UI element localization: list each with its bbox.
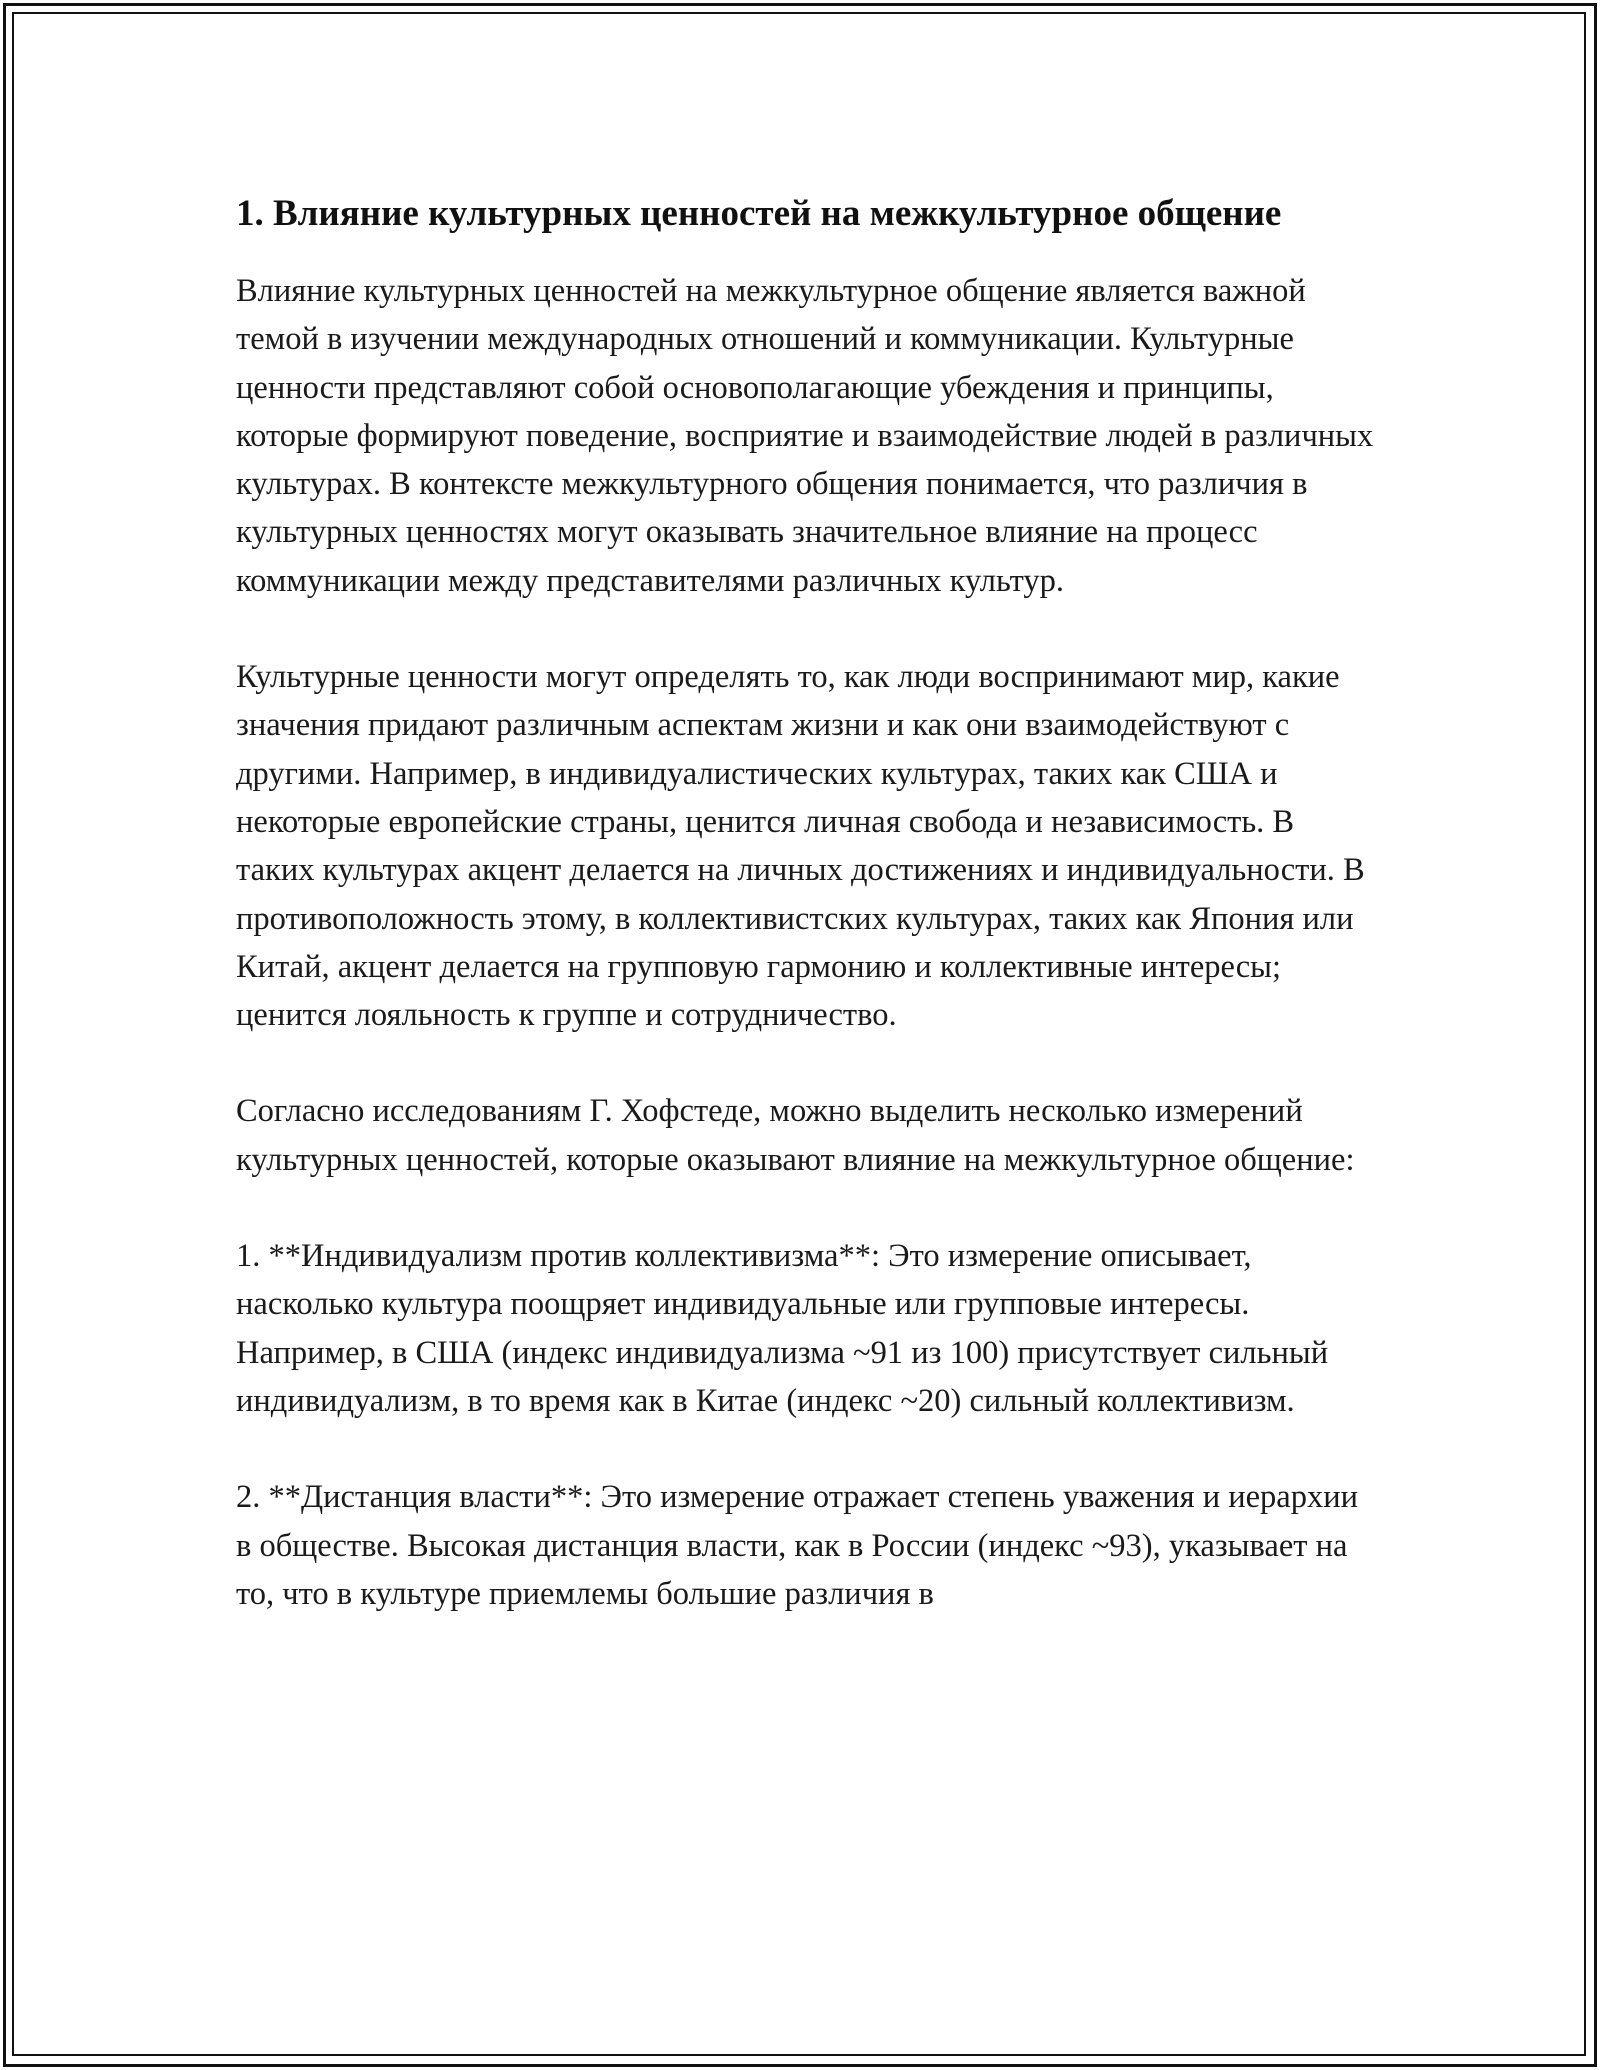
paragraph-intro: Влияние культурных ценностей на межкультурное общение является важной темой в изучении международных отношений и коммуникации. Культурные ценности представляют собой основополагающие убеждения и принципы, которые формируют поведение, восприятие и взаимодействие людей в различных культурах. В контексте межкультурного общения понимается, что различия в культурных ценностях могут оказывать значительное влияние на процесс коммуникации между представителями различных культур. xyxy=(236,273,1374,599)
section-heading: 1. Влияние культурных ценностей на межкультурное общение xyxy=(236,193,1282,234)
paragraph-hofstede: Согласно исследованиям Г. Хофстеде, можно выделить несколько измерений культурных ценностей, которые оказывают влияние на межкультурное общение: xyxy=(236,1093,1355,1178)
document-page xyxy=(236,186,1376,1666)
list-item-power-distance: 2. **Дистанция власти**: Это измерение отражает степень уважения и иерархии в обществе. Высокая дистанция власти, как в России (индекс ~93), указывает на то, что в культуре приемлемы большие различия в xyxy=(236,1479,1359,1612)
paragraph-values: Культурные ценности могут определять то, как люди воспринимают мир, какие значения придают различным аспектам жизни и как они взаимодействуют с другими. Например, в индивидуалистических культурах, таких как США и некоторые европейские страны, ценится личная свобода и независимость. В таких культурах акцент делается на личных достижениях и индивидуальности. В противоположность этому, в коллективистских культурах, таких как Япония или Китай, акцент делается на групповую гармонию и коллективные интересы; ценится лояльность к группе и сотрудничество. xyxy=(236,659,1365,1034)
list-item-individualism: 1. **Индивидуализм против коллективизма**: Это измерение описывает, насколько культура поощряет индивидуальные или групповые интересы. Например, в США (индекс индивидуализма ~91 из 100) присутствует сильный индивидуализм, в то время как в Китае (индекс ~20) сильный коллективизм. xyxy=(236,1238,1329,1419)
